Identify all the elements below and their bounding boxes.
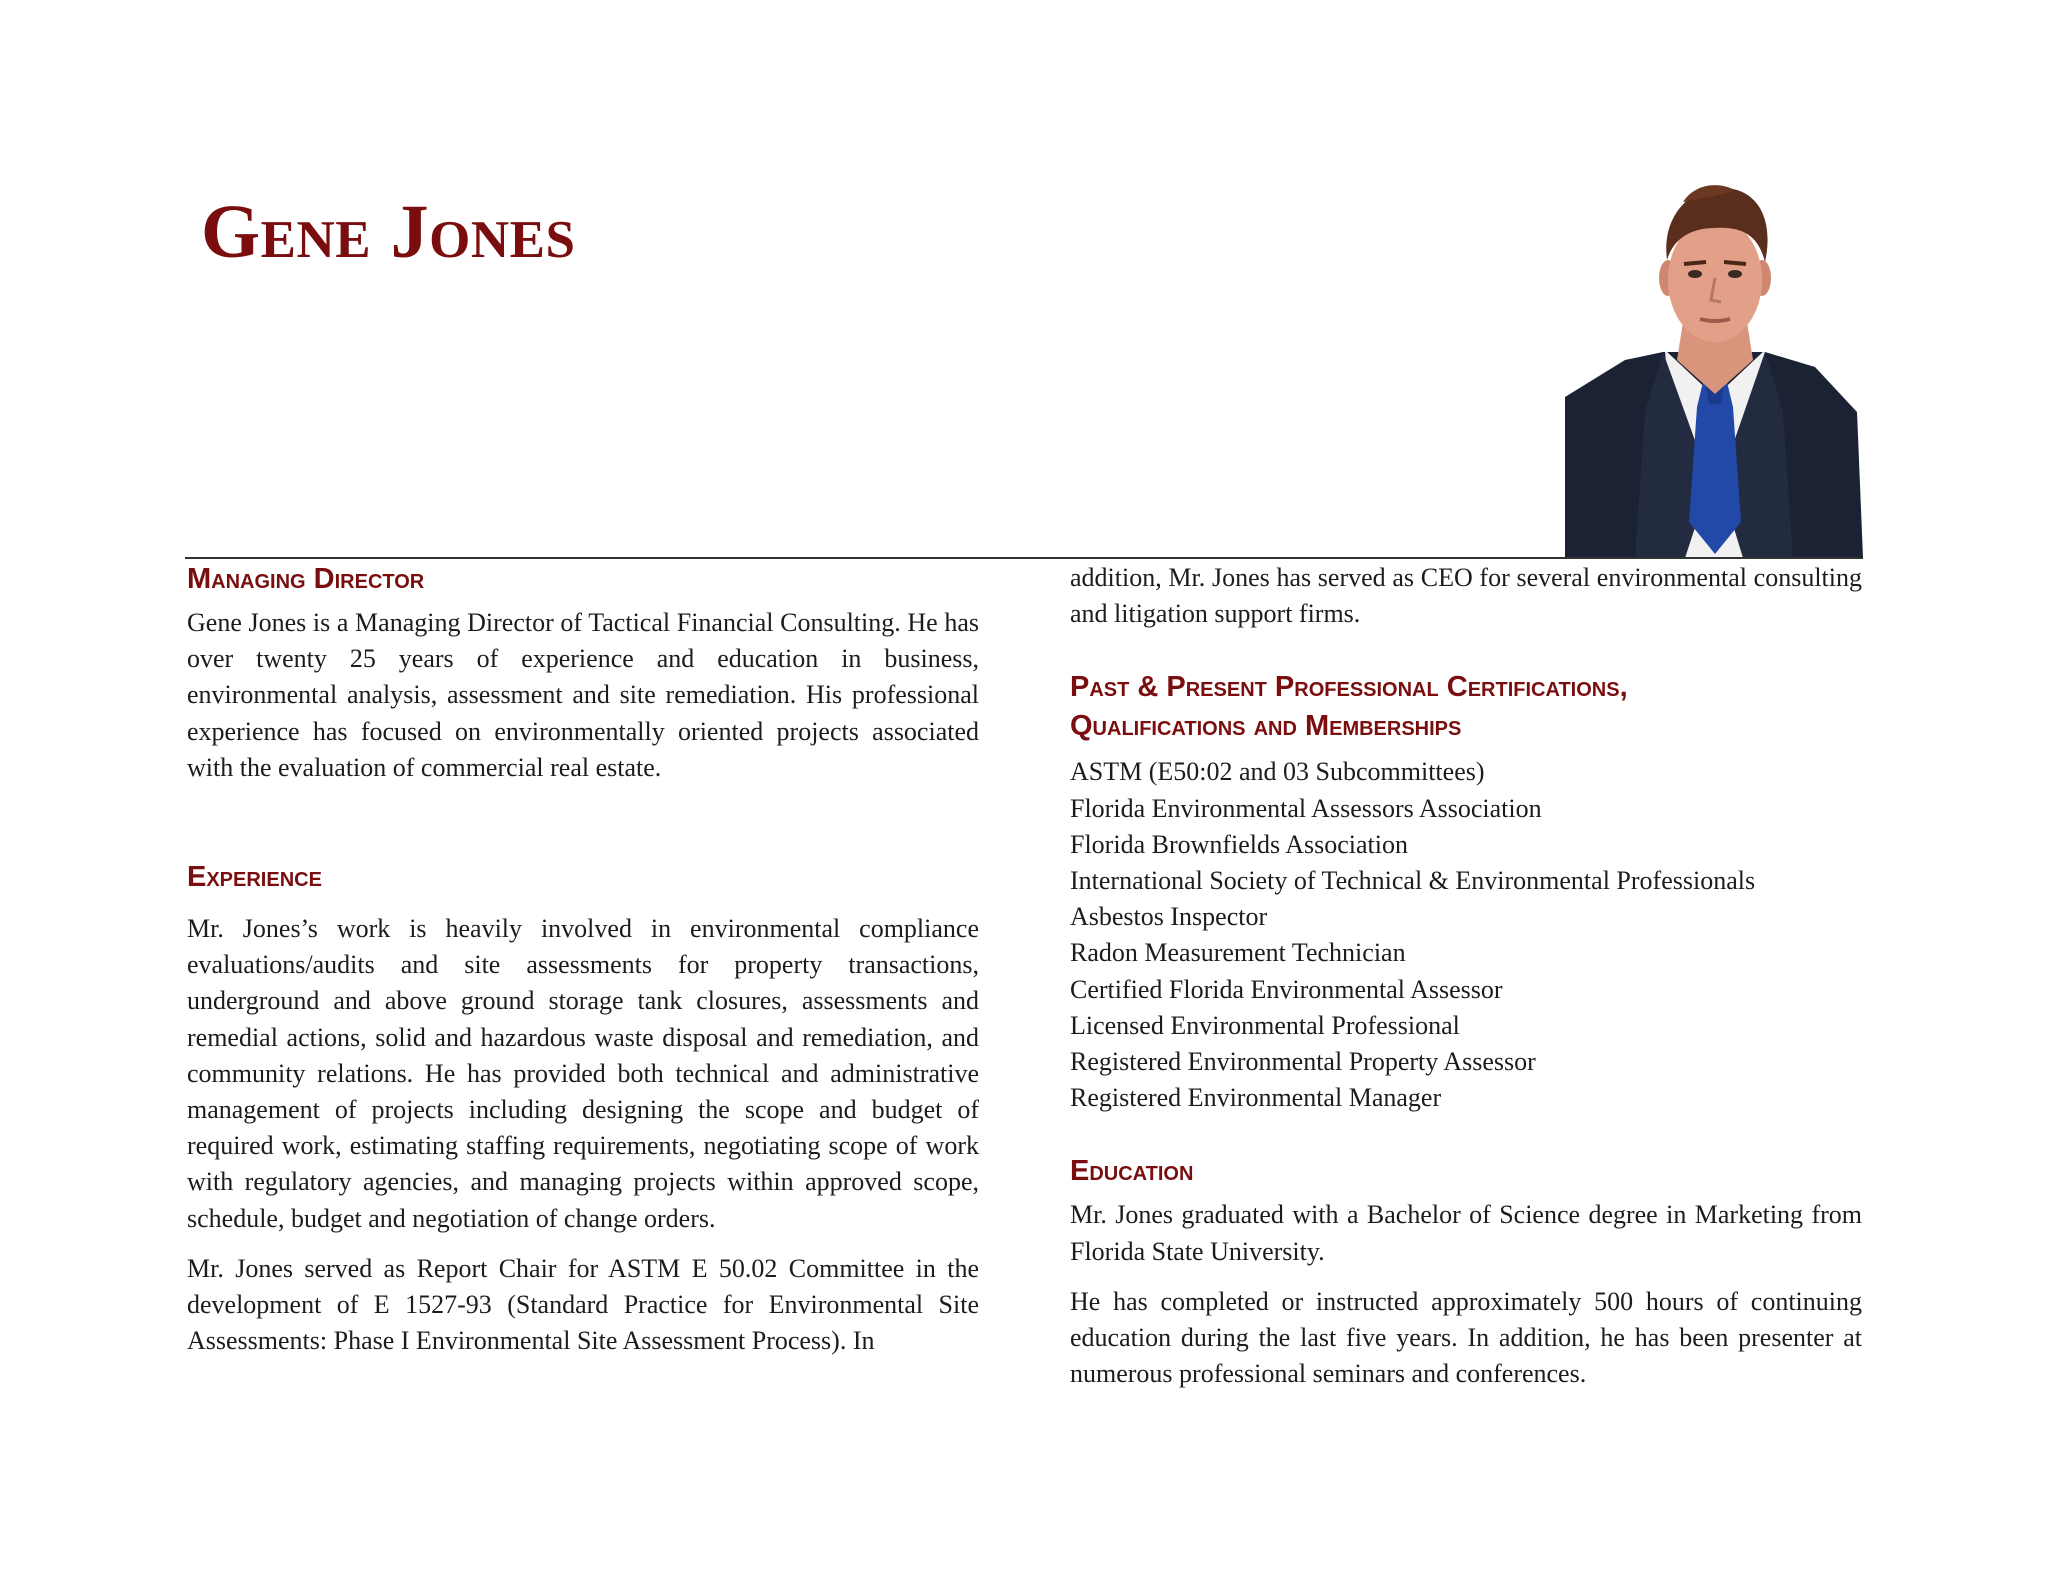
certifications-list (1070, 754, 1862, 1116)
managing-director-text: Gene Jones is a Managing Director of Tactical Financial Consulting. He has over twenty 25 years of experience and education in business, environmental analysis, assessment and site remediation. His professional experience has focused on environmentally oriented projects associated with the evaluation of commercial real estate. (187, 608, 979, 782)
header-divider (185, 557, 1863, 559)
education-heading: Education (1070, 1155, 1194, 1188)
certifications-heading (1070, 668, 1862, 746)
certification-item: Radon Measurement Technician (1070, 938, 1406, 968)
right-column (1070, 560, 1862, 1392)
managing-director-heading: Managing Director (187, 563, 425, 595)
experience-paragraph-2: Mr. Jones served as Report Chair for ASTM E 50.02 Committee in the development of E 1527-93 (Standard Practice for Environmental Site Assessments: Phase I Environmental Site Assessment Process). In (187, 1253, 979, 1356)
certification-item: Asbestos Inspector (1070, 902, 1268, 932)
certification-item: Registered Environmental Property Assessor (1070, 1047, 1536, 1077)
left-column (187, 560, 979, 1359)
certification-item: International Society of Technical & Environmental Professionals (1070, 866, 1756, 896)
certification-item: ASTM (E50:02 and 03 Subcommittees) (1070, 757, 1485, 787)
certifications-heading-line-2: Qualifications and Memberships (1070, 710, 1462, 743)
education-paragraph-2: He has completed or instructed approximately 500 hours of continuing education during the last five years. In addition, he has been presenter at numerous professional seminars and conferences. (1070, 1286, 1862, 1389)
certifications-heading-line-1: Past & Present Professional Certifications, (1070, 671, 1628, 704)
portrait-photo (1565, 182, 1863, 558)
certification-item: Florida Environmental Assessors Association (1070, 793, 1542, 823)
education-paragraph-1: Mr. Jones graduated with a Bachelor of Science degree in Marketing from Florida State University. (1070, 1200, 1862, 1266)
certification-item: Licensed Environmental Professional (1070, 1010, 1460, 1040)
certification-item: Certified Florida Environmental Assessor (1070, 974, 1503, 1004)
experience-paragraph-1: Mr. Jones’s work is heavily involved in environmental compliance evaluations/audits and site assessments for property transactions, underground and above ground storage tank closures, assessments and remedial actions, solid and hazardous waste disposal and remediation, and community relations. He has provided both technical and administrative management of projects including designing the scope and budget of required work, estimating staffing requirements, negotiating scope of work with regulatory agencies, and managing projects within approved scope, schedule, budget and negotiation of change orders. (187, 914, 979, 1233)
experience-continuation: addition, Mr. Jones has served as CEO for several environmental consulting and litigation support firms. (1070, 563, 1862, 629)
experience-heading: Experience (187, 861, 322, 894)
certification-item: Registered Environmental Manager (1070, 1083, 1442, 1113)
certification-item: Florida Brownfields Association (1070, 829, 1408, 859)
person-name: Gene Jones (201, 190, 576, 274)
